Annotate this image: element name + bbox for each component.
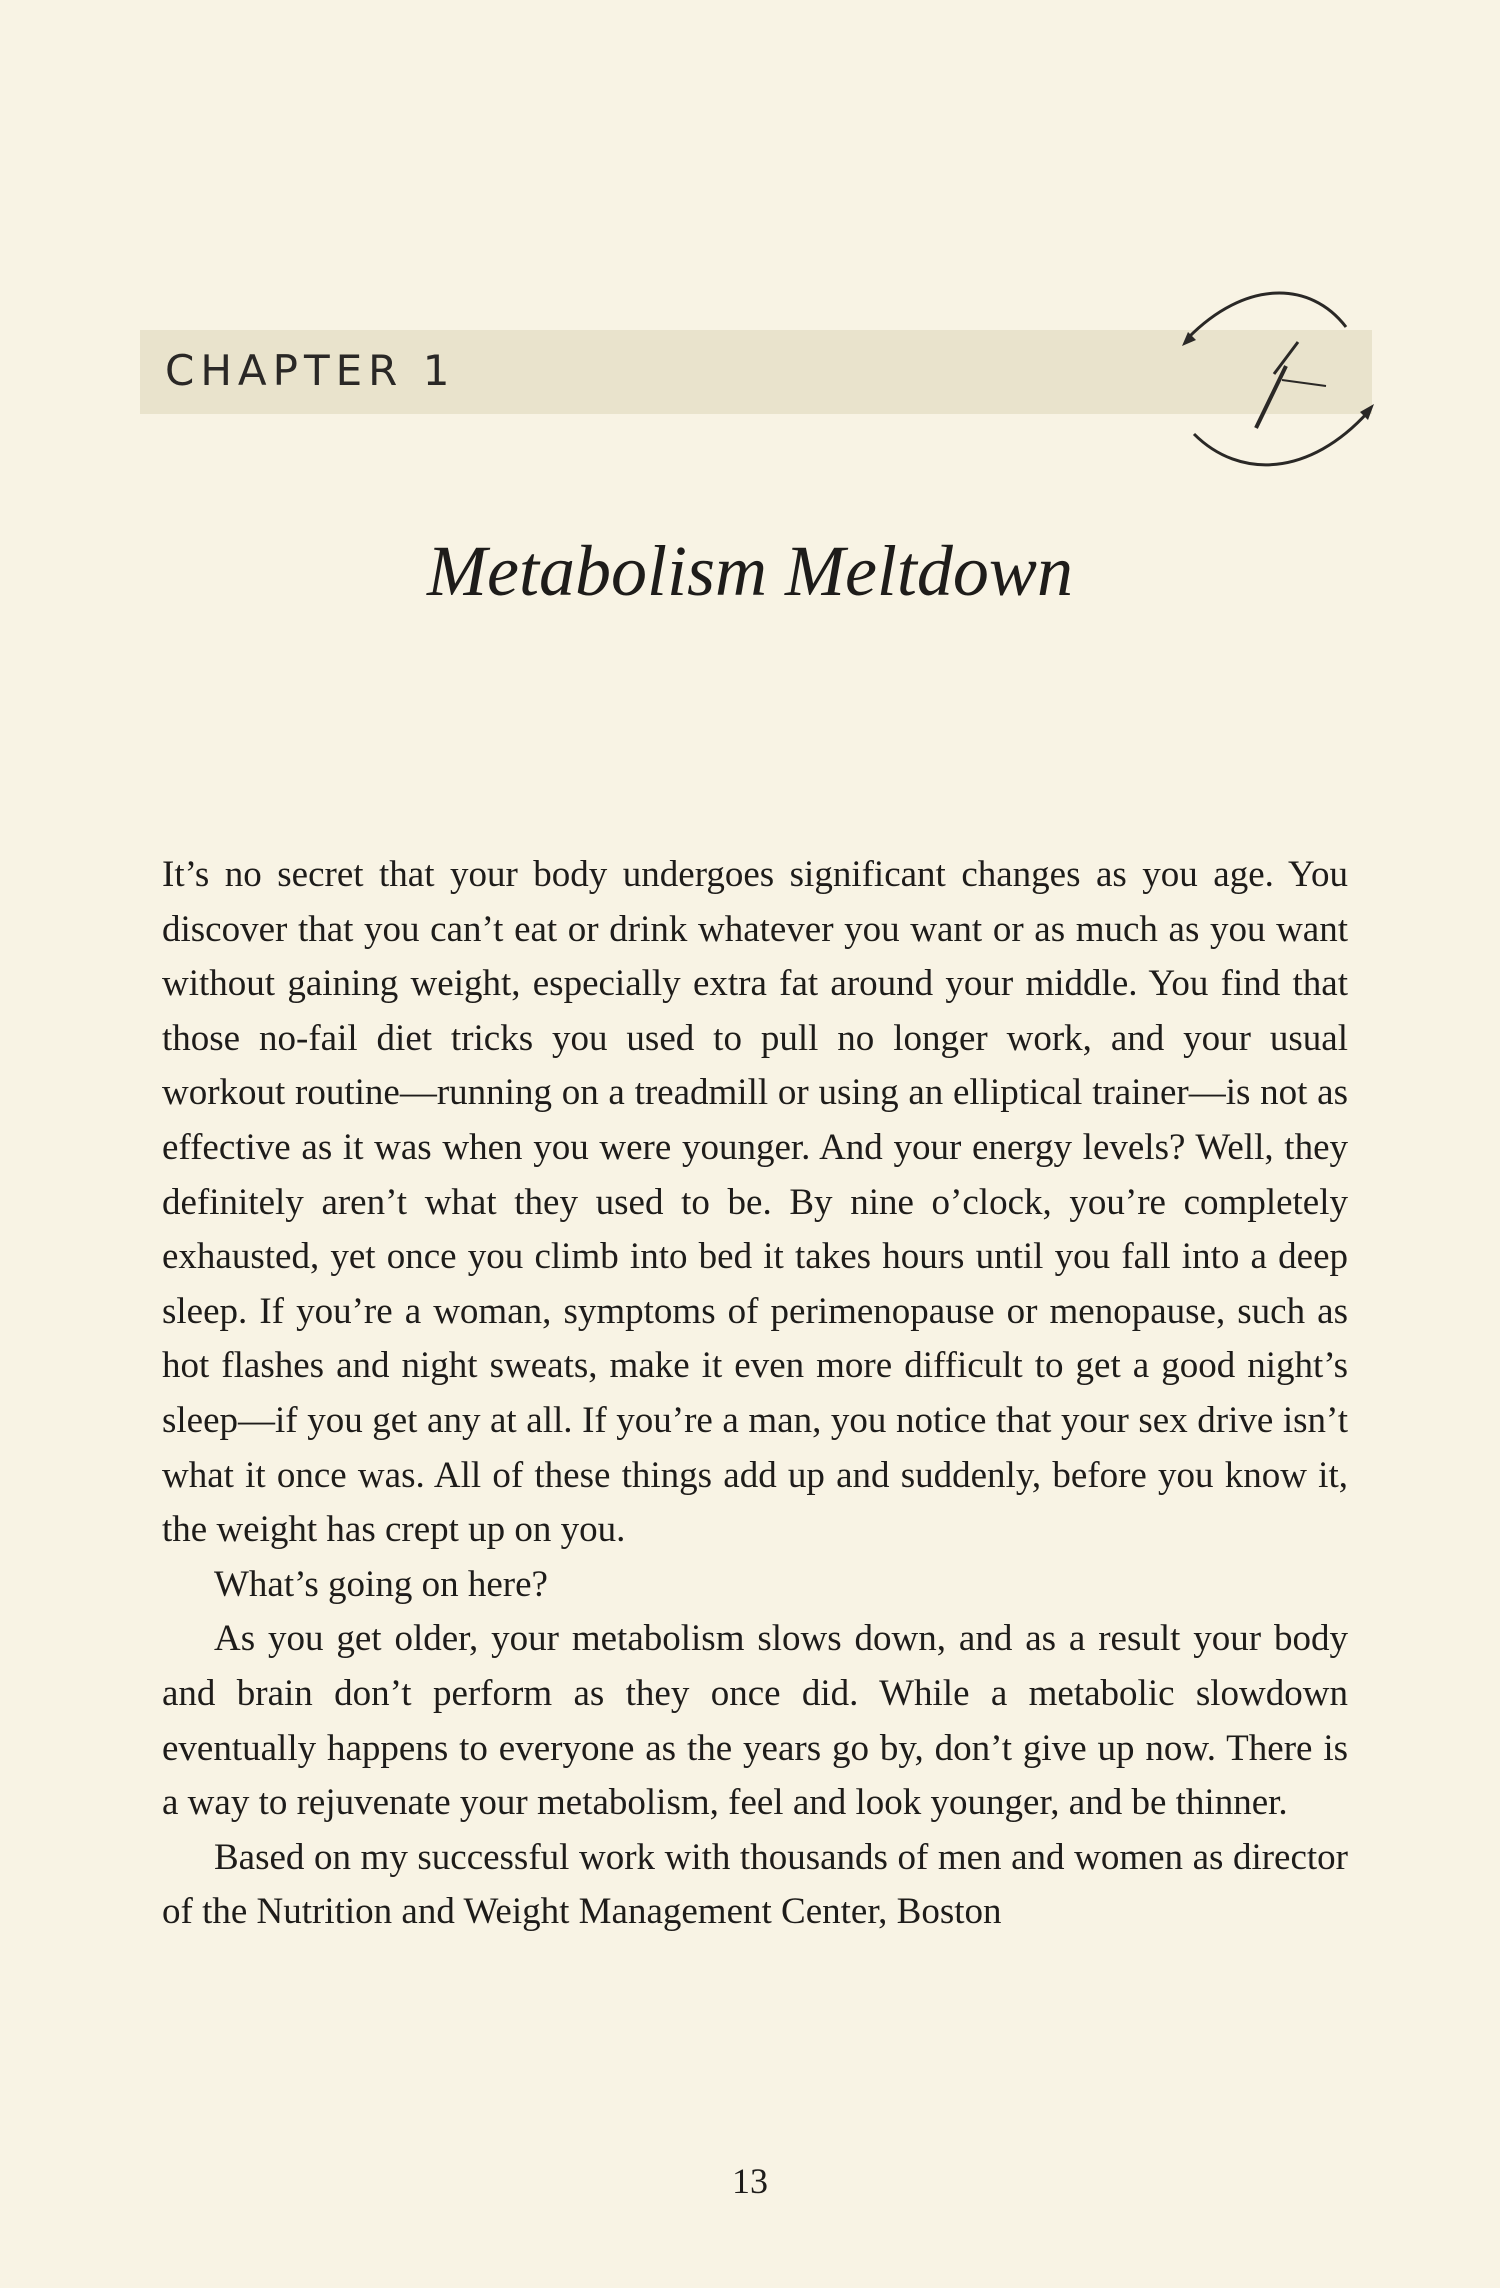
clock-hand-long — [1256, 366, 1286, 428]
clock-arc-bottom — [1194, 412, 1368, 465]
body-text — [162, 848, 1348, 1940]
page-number: 13 — [732, 2161, 768, 2201]
paragraph: As you get older, your metabolism slows down, and as a result your body and brain don’t perform as they once did. While a metabolic slowdown eventually happens to everyone as the years go by, don’t give up now. There is a way to rejuvenate your metabolism, feel and look younger, and be thinner. — [162, 1618, 1348, 1824]
clock-icon — [1170, 270, 1380, 490]
paragraph: It’s no secret that your body undergoes significant changes as you age. You discover that you can’t eat or drink whatever you want or as much as you want without gaining weight, especially extra fat around your middle. You find that those no-fail diet tricks you used to pull no longer work, and your usual workout routine—running on a treadmill or using an elliptical trainer—is not as effective as it was when you were younger. And your energy levels? Well, they definitely aren’t what they used to be. By nine o’clock, you’re completely exhausted, yet once you climb into bed it takes hours until you fall into a deep sleep. If you’re a woman, symptoms of perimenopause or menopause, such as hot flashes and night sweats, make it even more difficult to get a good night’s sleep—if you get any at all. If you’re a man, you notice that your sex drive isn’t what it once was. All of these things add up and suddenly, before you know it, the weight has crept up on you. — [162, 854, 1348, 1551]
paragraph: Based on my successful work with thousands of men and women as director of the Nutrition and Weight Management Center, Boston — [162, 1836, 1348, 1933]
chapter-title: Metabolism Meltdown — [427, 531, 1073, 611]
clock-hand-tick — [1282, 380, 1326, 386]
chapter-label: CHAPTER 1 — [165, 346, 456, 395]
clock-arc-top — [1188, 293, 1346, 338]
paragraph: What’s going on here? — [214, 1563, 548, 1605]
